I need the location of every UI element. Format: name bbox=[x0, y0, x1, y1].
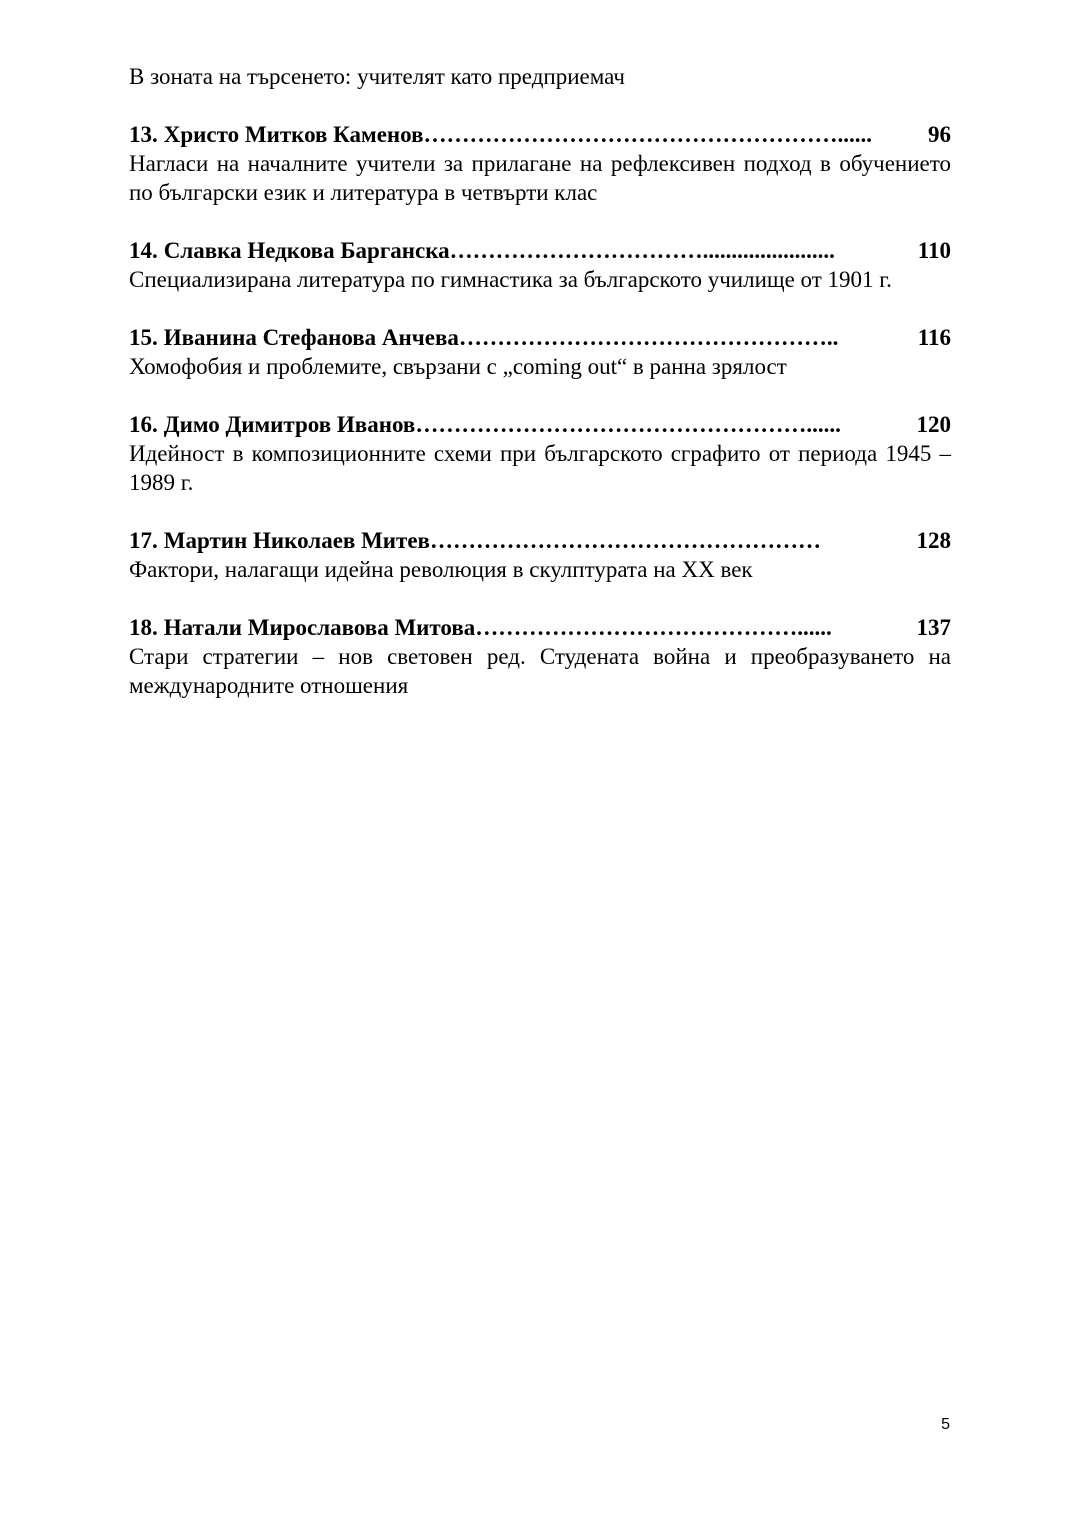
toc-entry-heading bbox=[129, 236, 951, 265]
entry-page-number: 110 bbox=[917, 238, 951, 263]
previous-entry-title: В зоната на търсенето: учителят като предприемач bbox=[129, 64, 625, 89]
toc-entry-16 bbox=[129, 410, 951, 497]
entry-author: Димо Димитров Иванов bbox=[163, 412, 416, 437]
entry-page-number: 137 bbox=[916, 615, 951, 640]
entry-number: 15. bbox=[129, 325, 158, 350]
entry-page-number: 96 bbox=[928, 122, 951, 147]
entry-page-number: 128 bbox=[916, 528, 951, 553]
entry-author: Славка Недкова Барганска bbox=[163, 238, 450, 263]
entry-number: 13. bbox=[129, 122, 158, 147]
toc-entry-heading bbox=[129, 410, 951, 439]
entry-page-number: 116 bbox=[917, 325, 951, 350]
entry-number: 18. bbox=[129, 615, 158, 640]
entry-author: Натали Мирославова Митова bbox=[163, 615, 476, 640]
toc-entry-heading bbox=[129, 120, 951, 149]
toc-entry-heading bbox=[129, 323, 951, 352]
entry-author: Христо Митков Каменов bbox=[163, 122, 424, 147]
entry-title: Идейност в композиционните схеми при българското сграфито от периода 1945 – 1989 г. bbox=[129, 441, 951, 495]
toc-entry-14 bbox=[129, 236, 951, 294]
page-number: 5 bbox=[941, 1416, 950, 1433]
toc-entry-13 bbox=[129, 120, 951, 207]
dot-leader: ……………………………………………...... bbox=[415, 412, 841, 437]
toc-entry-heading bbox=[129, 613, 951, 642]
entry-title: Стари стратегии – нов световен ред. Студената война и преобразуването на международните отношения bbox=[129, 644, 951, 698]
table-of-contents bbox=[129, 62, 951, 729]
toc-entry-15 bbox=[129, 323, 951, 381]
entry-author: Мартин Николаев Митев bbox=[163, 528, 430, 553]
dot-leader: ……………………………………...... bbox=[475, 615, 832, 640]
entry-page-number: 120 bbox=[916, 412, 951, 437]
dot-leader: ………………………………………….. bbox=[458, 325, 839, 350]
dot-leader: …………………………………………… bbox=[429, 528, 821, 553]
dot-leader: ………………………………………………...... bbox=[423, 122, 873, 147]
entry-title: Специализирана литература по гимнастика за българското училище от 1901 г. bbox=[129, 267, 892, 292]
dot-leader: ……………………………....................... bbox=[449, 238, 835, 263]
entry-author: Иванина Стефанова Анчева bbox=[163, 325, 459, 350]
entry-number: 17. bbox=[129, 528, 158, 553]
entry-title: Фактори, налагащи идейна революция в скулптурата на XX век bbox=[129, 557, 753, 582]
toc-entry-17 bbox=[129, 526, 951, 584]
toc-entry-heading bbox=[129, 526, 951, 555]
entry-number: 16. bbox=[129, 412, 158, 437]
entry-number: 14. bbox=[129, 238, 158, 263]
entry-title: Хомофобия и проблемите, свързани с „coming out“ в ранна зрялост bbox=[129, 354, 787, 379]
entry-title: Нагласи на началните учители за прилагане на рефлексивен подход в обучението по български език и литература в четвърти клас bbox=[129, 151, 951, 205]
toc-entry-18 bbox=[129, 613, 951, 700]
